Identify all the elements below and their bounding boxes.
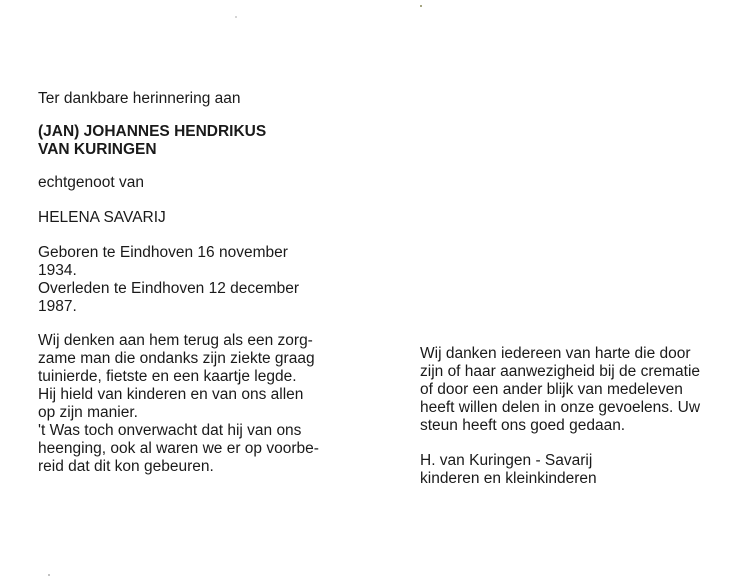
birth-info: Geboren te Eindhoven 16 november 1934. [38, 244, 288, 279]
memorial-right-column [420, 345, 725, 488]
signature-line1: H. van Kuringen - Savarij [420, 452, 593, 469]
signature-line2: kinderen en kleinkinderen [420, 470, 597, 487]
spouse-name: HELENA SAVARIJ [38, 209, 166, 226]
deceased-name-line2: VAN KURINGEN [38, 141, 157, 158]
death-info: Overleden te Eindhoven 12 december 1987. [38, 280, 300, 315]
deceased-name-line1: (JAN) JOHANNES HENDRIKUS [38, 123, 267, 140]
paper-speck [48, 574, 50, 576]
paper-speck [420, 5, 422, 7]
intro-text: Ter dankbare herinnering aan [38, 90, 241, 107]
memorial-left-column [38, 90, 338, 476]
paper-speck [235, 16, 237, 18]
thanks-paragraph: Wij danken iedereen van harte die door zijn of haar aanwezigheid bij de crematie of door een ander blijk van medeleven heeft willen delen in onze gevoelens. Uw steun heeft ons goed gedaan. [420, 345, 701, 434]
memory-paragraph: Wij denken aan hem terug als een zorg- zame man die ondanks zijn ziekte graag tuinierde, fietste en een kaartje legde. Hij hield van kinderen en van ons allen op zijn manier. 't Was toch onverwacht dat hij van ons heenging, ook al waren we er op voorbe- reid dat dit kon gebeuren. [38, 332, 319, 475]
relation-text: echtgenoot van [38, 174, 145, 191]
deceased-name [38, 123, 338, 159]
signature-block [420, 452, 725, 488]
